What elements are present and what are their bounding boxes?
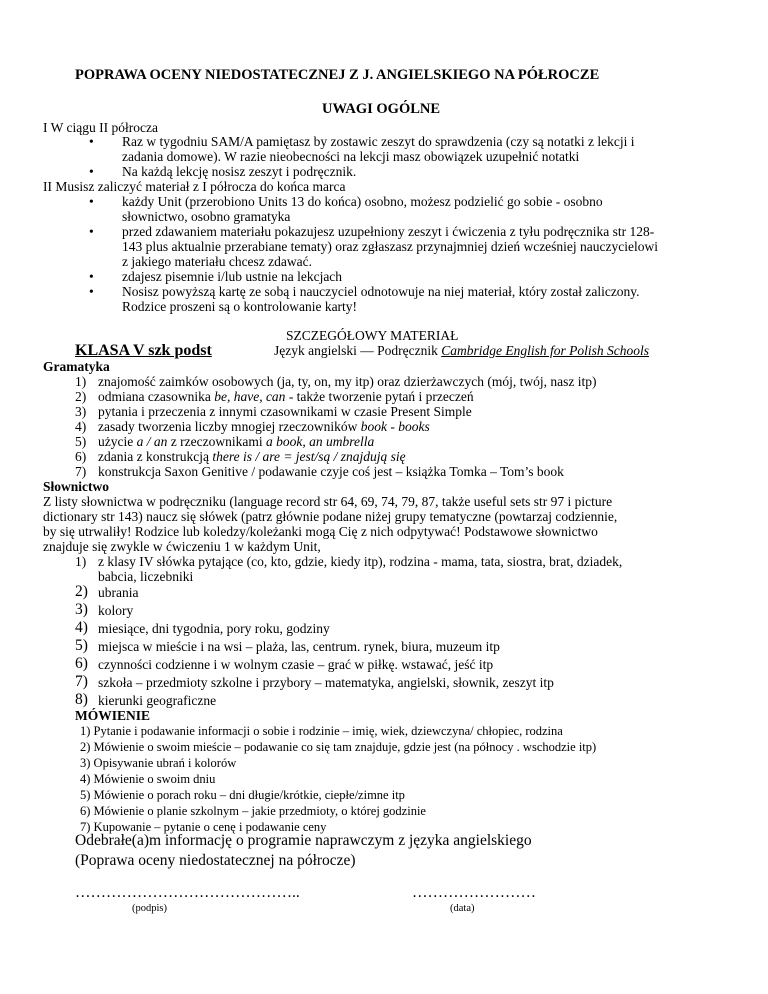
bullet: • <box>89 224 94 239</box>
bullet: • <box>89 134 94 149</box>
speaking-item-6: 6) Mówienie o planie szkolnym – jakie przedmioty, o której godzinie <box>80 804 426 818</box>
document-title: POPRAWA OCENY NIEDOSTATECZNEJ Z J. ANGIELSKIEGO NA PÓŁROCZE <box>75 67 600 83</box>
subject-text: Język angielski — Podręcznik <box>274 343 438 358</box>
grammar-number: 5) <box>75 434 87 449</box>
bullet: • <box>89 164 94 179</box>
vocab-item-5: miejsca w mieście i na wsi – plaża, las, centrum. rynek, biura, muzeum itp <box>98 639 500 654</box>
speaking-item-2: 2) Mówienie o swoim mieście – podawanie co się tam znajduje, gdzie jest (na północy . wschodzie itp) <box>80 740 597 754</box>
speaking-item-3: 3) Opisywanie ubrań i kolorów <box>80 756 237 770</box>
g5-text: użycie <box>98 434 137 449</box>
g4-text: zasady tworzenia liczby mnogiej rzeczowników <box>98 419 361 434</box>
vocab-item-2: ubrania <box>98 585 139 600</box>
speaking-item-5: 5) Mówienie o porach roku – dni długie/krótkie, ciepłe/zimne itp <box>80 788 405 802</box>
g2-text: odmiana czasownika <box>98 389 215 404</box>
grammar-item-7: konstrukcja Saxon Genitive / podawanie czyje coś jest – książka Tomka – Tom’s book <box>98 464 564 479</box>
g6-example: there is / are = jest/są / znajdują się <box>212 449 406 464</box>
speaking-heading: MÓWIENIE <box>75 708 151 723</box>
speaking-item-7: 7) Kupowanie – pytanie o cenę i podawanie ceny <box>80 820 327 834</box>
vocab-number: 1) <box>75 554 87 569</box>
vocab-intro-line-4: znajduje się zwykle w ćwiczeniu 1 w każdym Unit, <box>43 539 321 554</box>
vocab-item-3: kolory <box>98 603 134 618</box>
bullet: • <box>89 269 94 284</box>
general-heading: UWAGI OGÓLNE <box>322 101 441 117</box>
g2-verbs: be, have, can <box>214 389 286 404</box>
detail-heading: SZCZEGÓŁOWY MATERIAŁ <box>286 328 459 343</box>
sec2-item-1-line-1: każdy Unit (przerobiono Units 13 do końca) osobno, możesz podzielić go sobie - osobno <box>122 194 603 209</box>
vocab-number: 7) <box>75 673 88 690</box>
bullet: • <box>89 284 94 299</box>
vocab-number: 8) <box>75 691 88 708</box>
grammar-number: 2) <box>75 389 87 404</box>
vocab-number: 3) <box>75 601 88 618</box>
section-2-heading: II Musisz zaliczyć materiał z I półrocza do końca marca <box>43 179 346 194</box>
sec2-item-4-line-1: Nosisz powyższą kartę ze sobą i nauczyciel odnotowuje na niej materiał, który został zaliczony. <box>122 284 640 299</box>
grammar-item-4 <box>98 419 430 434</box>
grammar-item-2 <box>98 389 474 404</box>
vocab-intro-line-2: dictionary str 143) naucz się słówek (patrz głównie podane niżej grupy tematyczne (powtarzaj codziennie, <box>43 509 618 524</box>
g6-text: zdania z konstrukcją <box>98 449 213 464</box>
bullet: • <box>89 194 94 209</box>
textbook-title: Cambridge English for Polish Schools <box>441 343 649 358</box>
vocab-number: 5) <box>75 637 88 654</box>
grammar-number: 6) <box>75 449 87 464</box>
sec2-item-1-line-2: słownictwo, osobno gramatyka <box>122 209 291 224</box>
grammar-number: 3) <box>75 404 87 419</box>
vocab-number: 4) <box>75 619 88 636</box>
vocab-item-1-line-1: z klasy IV słówka pytające (co, kto, gdzie, kiedy itp), rodzina - mama, tata, siostra, brat, dziadek, <box>98 554 623 569</box>
sec2-item-2-line-1: przed zdawaniem materiału pokazujesz uzupełniony zeszyt i ćwiczenia z tyłu podręcznika str 128- <box>122 224 655 239</box>
grammar-item-3: pytania i przeczenia z innymi czasownikami w czasie Present Simple <box>98 404 472 419</box>
vocab-item-8: kierunki geograficzne <box>98 693 217 708</box>
grammar-item-5 <box>98 434 374 449</box>
acknowledgement-line-2: (Poprawa oceny niedostatecznej na półrocze) <box>75 852 356 869</box>
subject-label <box>274 343 649 358</box>
vocab-item-1-line-2: babcia, liczebniki <box>98 569 194 584</box>
g4-example: book - books <box>360 419 430 434</box>
signature-label: (podpis) <box>132 903 167 914</box>
acknowledgement-line-1: Odebrałe(a)m informację o programie naprawczym z języka angielskiego <box>75 832 532 849</box>
sec2-item-4-line-2: Rodzice proszeni są o kontrolowanie karty! <box>122 299 358 314</box>
vocab-item-6: czynności codzienne i w wolnym czasie – grać w piłkę. wstawać, jeść itp <box>98 657 494 672</box>
grammar-item-6 <box>98 449 406 464</box>
date-dots: …………………… <box>412 884 536 901</box>
speaking-item-4: 4) Mówienie o swoim dniu <box>80 772 216 786</box>
date-label: (data) <box>450 903 475 914</box>
vocab-number: 2) <box>75 583 88 600</box>
g5-articles: a / an <box>136 434 168 449</box>
sec1-item-2: Na każdą lekcję nosisz zeszyt i podręcznik. <box>122 164 357 179</box>
vocab-item-4: miesiące, dni tygodnia, pory roku, godziny <box>98 621 330 636</box>
section-1-heading: I W ciągu II półrocza <box>43 120 158 135</box>
grammar-heading: Gramatyka <box>43 359 110 374</box>
sec2-item-2-line-2: 143 plus aktualnie przerabiane tematy) oraz zgłaszasz przynajmniej dzień wcześniej nauczycielowi <box>122 239 659 254</box>
signature-dots: …………………………………….. <box>75 884 300 901</box>
grammar-number: 1) <box>75 374 87 389</box>
g5-text-2: z rzeczownikami <box>167 434 266 449</box>
vocab-intro-line-1: Z listy słownictwa w podręczniku (language record str 64, 69, 74, 79, 87, także useful sets str 97 i picture <box>43 494 613 509</box>
grammar-item-1: znajomość zaimków osobowych (ja, ty, on, my itp) oraz dzierżawczych (mój, twój, nasz itp) <box>98 374 597 389</box>
sec1-item-1-line-1: Raz w tygodniu SAM/A pamiętasz by zostawic zeszyt do sprawdzenia (czy są notatki z lekcji i <box>122 134 635 149</box>
vocab-heading: Słownictwo <box>43 479 110 494</box>
class-label: KLASA V szk podst <box>75 342 212 359</box>
speaking-item-1: 1) Pytanie i podawanie informacji o sobie i rodzinie – imię, wiek, dziewczyna/ chłopiec, rodzina <box>80 724 563 738</box>
vocab-intro-line-3: by się utrwaliły! Rodzice lub koledzy/koleżanki mogą Cię z nich odpytywać! Podstawowe słownictwo <box>43 524 598 539</box>
grammar-number: 7) <box>75 464 87 479</box>
sec1-item-1-line-2: zadania domowe). W razie nieobecności na lekcji masz obowiązek uzupełnić notatki <box>122 149 580 164</box>
sec2-item-2-line-3: z jakiego materiału chcesz zdawać. <box>122 254 313 269</box>
sec2-item-3: zdajesz pisemnie i/lub ustnie na lekcjach <box>122 269 343 284</box>
grammar-number: 4) <box>75 419 87 434</box>
g5-example: a book, an umbrella <box>265 434 375 449</box>
vocab-item-7: szkoła – przedmioty szkolne i przybory – matematyka, angielski, słownik, zeszyt itp <box>98 675 554 690</box>
g2-rest: - także tworzenie pytań i przeczeń <box>285 389 474 404</box>
vocab-number: 6) <box>75 655 88 672</box>
